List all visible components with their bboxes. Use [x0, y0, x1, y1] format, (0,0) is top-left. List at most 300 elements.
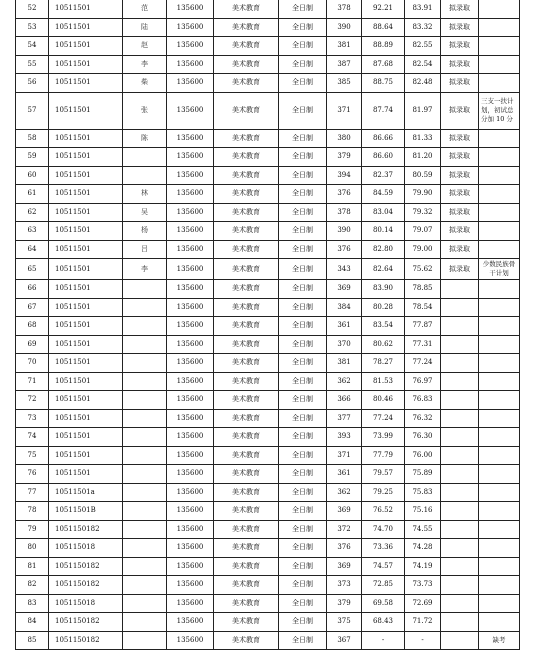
retest-score-cell: 74.70	[361, 521, 404, 539]
total-score-cell: 82.55	[404, 37, 440, 55]
row-number-cell: 52	[15, 0, 48, 18]
study-mode-cell: 全日制	[278, 613, 326, 631]
initial-score-cell: 393	[326, 428, 361, 446]
candidate-name-cell	[122, 484, 166, 502]
remark-cell	[478, 37, 520, 55]
candidate-id-cell: 105115018	[48, 539, 122, 557]
major-name-cell: 美术教育	[213, 521, 278, 539]
retest-score-cell: 72.85	[361, 576, 404, 594]
table-row	[15, 299, 520, 318]
study-mode-cell: 全日制	[278, 373, 326, 391]
study-mode-cell: 全日制	[278, 576, 326, 594]
study-mode-cell: 全日制	[278, 222, 326, 240]
remark-cell	[478, 428, 520, 446]
admission-status-cell: 拟录取	[440, 56, 478, 74]
admission-status-cell: 拟录取	[440, 93, 478, 129]
row-number-cell: 73	[15, 410, 48, 428]
admission-status-cell	[440, 558, 478, 576]
table-row	[15, 484, 520, 503]
candidate-id-cell: 10511501	[48, 130, 122, 148]
row-number-cell: 83	[15, 595, 48, 613]
table-row	[15, 56, 520, 75]
candidate-name-cell: 杨	[122, 222, 166, 240]
remark-cell: 三支一扶计划，初试总分加 10 分	[478, 93, 520, 129]
major-name-cell: 美术教育	[213, 558, 278, 576]
total-score-cell: 77.87	[404, 317, 440, 335]
total-score-cell: 83.91	[404, 0, 440, 18]
candidate-name-cell	[122, 354, 166, 372]
major-code-cell: 135600	[166, 410, 213, 428]
initial-score-cell: 370	[326, 336, 361, 354]
retest-score-cell: 74.57	[361, 558, 404, 576]
major-name-cell: 美术教育	[213, 539, 278, 557]
admission-status-cell: 拟录取	[440, 241, 478, 259]
study-mode-cell: 全日制	[278, 632, 326, 650]
study-mode-cell: 全日制	[278, 336, 326, 354]
major-code-cell: 135600	[166, 167, 213, 185]
study-mode-cell: 全日制	[278, 130, 326, 148]
remark-cell	[478, 373, 520, 391]
total-score-cell: 75.83	[404, 484, 440, 502]
admission-status-cell	[440, 299, 478, 317]
retest-score-cell: 77.79	[361, 447, 404, 465]
major-name-cell: 美术教育	[213, 0, 278, 18]
row-number-cell: 71	[15, 373, 48, 391]
remark-cell	[478, 354, 520, 372]
major-code-cell: 135600	[166, 204, 213, 222]
remark-cell	[478, 558, 520, 576]
candidate-id-cell: 1051150182	[48, 613, 122, 631]
major-code-cell: 135600	[166, 539, 213, 557]
remark-cell	[478, 185, 520, 203]
remark-cell	[478, 595, 520, 613]
initial-score-cell: 376	[326, 539, 361, 557]
candidate-name-cell: 李	[122, 259, 166, 279]
candidate-id-cell: 10511501	[48, 185, 122, 203]
table-row	[15, 632, 520, 650]
major-code-cell: 135600	[166, 502, 213, 520]
row-number-cell: 77	[15, 484, 48, 502]
remark-cell	[478, 56, 520, 74]
major-code-cell: 135600	[166, 56, 213, 74]
table-row	[15, 613, 520, 632]
table-row	[15, 37, 520, 56]
candidate-id-cell: 10511501	[48, 428, 122, 446]
major-name-cell: 美术教育	[213, 204, 278, 222]
initial-score-cell: 387	[326, 56, 361, 74]
total-score-cell: 75.16	[404, 502, 440, 520]
candidate-id-cell: 10511501	[48, 465, 122, 483]
candidate-id-cell: 10511501	[48, 241, 122, 259]
candidate-id-cell: 10511501	[48, 74, 122, 92]
study-mode-cell: 全日制	[278, 595, 326, 613]
retest-score-cell: 83.54	[361, 317, 404, 335]
table-row	[15, 465, 520, 484]
study-mode-cell: 全日制	[278, 37, 326, 55]
study-mode-cell: 全日制	[278, 19, 326, 37]
admission-status-cell: 拟录取	[440, 37, 478, 55]
major-code-cell: 135600	[166, 317, 213, 335]
major-code-cell: 135600	[166, 354, 213, 372]
retest-score-cell: 69.58	[361, 595, 404, 613]
major-code-cell: 135600	[166, 0, 213, 18]
admission-status-cell	[440, 391, 478, 409]
major-name-cell: 美术教育	[213, 391, 278, 409]
row-number-cell: 85	[15, 632, 48, 650]
major-code-cell: 135600	[166, 558, 213, 576]
total-score-cell: 78.85	[404, 280, 440, 298]
table-row	[15, 447, 520, 466]
candidate-id-cell: 10511501	[48, 93, 122, 129]
candidate-id-cell: 1051150182	[48, 558, 122, 576]
table-row	[15, 19, 520, 38]
candidate-id-cell: 10511501	[48, 0, 122, 18]
major-code-cell: 135600	[166, 241, 213, 259]
remark-cell	[478, 613, 520, 631]
row-number-cell: 60	[15, 167, 48, 185]
row-number-cell: 58	[15, 130, 48, 148]
major-code-cell: 135600	[166, 391, 213, 409]
candidate-id-cell: 10511501	[48, 19, 122, 37]
major-name-cell: 美术教育	[213, 613, 278, 631]
remark-cell	[478, 280, 520, 298]
study-mode-cell: 全日制	[278, 428, 326, 446]
retest-score-cell: 79.57	[361, 465, 404, 483]
major-code-cell: 135600	[166, 373, 213, 391]
row-number-cell: 64	[15, 241, 48, 259]
candidate-name-cell	[122, 502, 166, 520]
initial-score-cell: 381	[326, 354, 361, 372]
candidate-id-cell: 10511501	[48, 204, 122, 222]
major-name-cell: 美术教育	[213, 19, 278, 37]
row-number-cell: 62	[15, 204, 48, 222]
total-score-cell: 82.54	[404, 56, 440, 74]
remark-cell	[478, 484, 520, 502]
candidate-name-cell: 张	[122, 93, 166, 129]
retest-score-cell: 76.52	[361, 502, 404, 520]
initial-score-cell: 376	[326, 241, 361, 259]
study-mode-cell: 全日制	[278, 299, 326, 317]
row-number-cell: 80	[15, 539, 48, 557]
retest-score-cell: 86.66	[361, 130, 404, 148]
major-name-cell: 美术教育	[213, 484, 278, 502]
admission-status-cell: 拟录取	[440, 0, 478, 18]
candidate-id-cell: 10511501	[48, 167, 122, 185]
admission-status-cell	[440, 632, 478, 650]
row-number-cell: 84	[15, 613, 48, 631]
candidate-name-cell	[122, 280, 166, 298]
major-code-cell: 135600	[166, 93, 213, 129]
table-row	[15, 317, 520, 336]
candidate-id-cell: 1051150182	[48, 521, 122, 539]
admission-status-cell: 拟录取	[440, 259, 478, 279]
row-number-cell: 54	[15, 37, 48, 55]
study-mode-cell: 全日制	[278, 410, 326, 428]
candidate-id-cell: 10511501	[48, 373, 122, 391]
candidate-name-cell	[122, 391, 166, 409]
major-name-cell: 美术教育	[213, 185, 278, 203]
remark-cell	[478, 576, 520, 594]
candidate-name-cell	[122, 613, 166, 631]
major-name-cell: 美术教育	[213, 447, 278, 465]
major-code-cell: 135600	[166, 259, 213, 279]
remark-cell	[478, 222, 520, 240]
initial-score-cell: 378	[326, 204, 361, 222]
remark-cell	[478, 317, 520, 335]
admission-status-cell	[440, 410, 478, 428]
candidate-id-cell: 10511501B	[48, 502, 122, 520]
initial-score-cell: 379	[326, 595, 361, 613]
remark-cell	[478, 299, 520, 317]
major-code-cell: 135600	[166, 148, 213, 166]
study-mode-cell: 全日制	[278, 93, 326, 129]
candidate-name-cell: 吴	[122, 204, 166, 222]
admission-status-cell: 拟录取	[440, 167, 478, 185]
remark-cell	[478, 241, 520, 259]
study-mode-cell: 全日制	[278, 447, 326, 465]
major-name-cell: 美术教育	[213, 280, 278, 298]
row-number-cell: 65	[15, 259, 48, 279]
total-score-cell: 83.32	[404, 19, 440, 37]
initial-score-cell: 362	[326, 484, 361, 502]
candidate-name-cell	[122, 410, 166, 428]
total-score-cell: 82.48	[404, 74, 440, 92]
major-name-cell: 美术教育	[213, 93, 278, 129]
major-code-cell: 135600	[166, 130, 213, 148]
retest-score-cell: 81.53	[361, 373, 404, 391]
candidate-id-cell: 10511501	[48, 148, 122, 166]
major-code-cell: 135600	[166, 74, 213, 92]
table-row	[15, 204, 520, 223]
total-score-cell: 72.69	[404, 595, 440, 613]
study-mode-cell: 全日制	[278, 391, 326, 409]
total-score-cell: 79.32	[404, 204, 440, 222]
study-mode-cell: 全日制	[278, 148, 326, 166]
retest-score-cell: 80.62	[361, 336, 404, 354]
admission-status-cell	[440, 317, 478, 335]
candidate-name-cell	[122, 539, 166, 557]
retest-score-cell: 79.25	[361, 484, 404, 502]
row-number-cell: 69	[15, 336, 48, 354]
remark-cell	[478, 502, 520, 520]
total-score-cell: 79.00	[404, 241, 440, 259]
admission-table	[15, 0, 520, 650]
candidate-name-cell	[122, 428, 166, 446]
major-code-cell: 135600	[166, 336, 213, 354]
major-name-cell: 美术教育	[213, 130, 278, 148]
row-number-cell: 63	[15, 222, 48, 240]
major-name-cell: 美术教育	[213, 299, 278, 317]
candidate-name-cell	[122, 558, 166, 576]
remark-cell	[478, 204, 520, 222]
candidate-name-cell: 陈	[122, 130, 166, 148]
table-row	[15, 130, 520, 149]
row-number-cell: 66	[15, 280, 48, 298]
candidate-id-cell: 1051150182	[48, 576, 122, 594]
row-number-cell: 81	[15, 558, 48, 576]
remark-cell	[478, 391, 520, 409]
admission-status-cell	[440, 373, 478, 391]
candidate-name-cell	[122, 373, 166, 391]
candidate-id-cell: 10511501	[48, 354, 122, 372]
admission-status-cell: 拟录取	[440, 204, 478, 222]
table-row	[15, 576, 520, 595]
remark-cell	[478, 521, 520, 539]
admission-status-cell	[440, 576, 478, 594]
retest-score-cell: 82.64	[361, 259, 404, 279]
initial-score-cell: 367	[326, 632, 361, 650]
major-name-cell: 美术教育	[213, 632, 278, 650]
candidate-id-cell: 10511501	[48, 336, 122, 354]
admission-status-cell	[440, 428, 478, 446]
initial-score-cell: 380	[326, 130, 361, 148]
admission-status-cell	[440, 502, 478, 520]
candidate-name-cell	[122, 148, 166, 166]
table-row	[15, 521, 520, 540]
retest-score-cell: 84.59	[361, 185, 404, 203]
retest-score-cell: 88.89	[361, 37, 404, 55]
total-score-cell: 76.97	[404, 373, 440, 391]
major-code-cell: 135600	[166, 632, 213, 650]
row-number-cell: 68	[15, 317, 48, 335]
study-mode-cell: 全日制	[278, 484, 326, 502]
initial-score-cell: 390	[326, 222, 361, 240]
row-number-cell: 82	[15, 576, 48, 594]
row-number-cell: 79	[15, 521, 48, 539]
study-mode-cell: 全日制	[278, 204, 326, 222]
initial-score-cell: 394	[326, 167, 361, 185]
remark-cell	[478, 0, 520, 18]
table-row	[15, 241, 520, 260]
candidate-id-cell: 10511501	[48, 299, 122, 317]
retest-score-cell: 77.24	[361, 410, 404, 428]
candidate-id-cell: 10511501	[48, 56, 122, 74]
total-score-cell: 75.89	[404, 465, 440, 483]
initial-score-cell: 379	[326, 148, 361, 166]
major-name-cell: 美术教育	[213, 576, 278, 594]
retest-score-cell: 82.37	[361, 167, 404, 185]
candidate-id-cell: 10511501	[48, 259, 122, 279]
table-row	[15, 502, 520, 521]
row-number-cell: 59	[15, 148, 48, 166]
major-code-cell: 135600	[166, 613, 213, 631]
row-number-cell: 76	[15, 465, 48, 483]
row-number-cell: 67	[15, 299, 48, 317]
candidate-name-cell	[122, 521, 166, 539]
admission-status-cell: 拟录取	[440, 19, 478, 37]
retest-score-cell: 73.36	[361, 539, 404, 557]
major-name-cell: 美术教育	[213, 428, 278, 446]
major-code-cell: 135600	[166, 19, 213, 37]
retest-score-cell: 92.21	[361, 0, 404, 18]
initial-score-cell: 376	[326, 185, 361, 203]
total-score-cell: 81.33	[404, 130, 440, 148]
candidate-name-cell: 柴	[122, 74, 166, 92]
total-score-cell: 75.62	[404, 259, 440, 279]
major-code-cell: 135600	[166, 37, 213, 55]
retest-score-cell: 88.64	[361, 19, 404, 37]
admission-status-cell: 拟录取	[440, 130, 478, 148]
remark-cell	[478, 74, 520, 92]
table-row	[15, 185, 520, 204]
retest-score-cell: 83.04	[361, 204, 404, 222]
major-name-cell: 美术教育	[213, 37, 278, 55]
major-name-cell: 美术教育	[213, 241, 278, 259]
candidate-name-cell	[122, 447, 166, 465]
study-mode-cell: 全日制	[278, 280, 326, 298]
remark-cell	[478, 167, 520, 185]
total-score-cell: 79.90	[404, 185, 440, 203]
major-code-cell: 135600	[166, 447, 213, 465]
major-name-cell: 美术教育	[213, 74, 278, 92]
retest-score-cell: 73.99	[361, 428, 404, 446]
candidate-name-cell: 范	[122, 0, 166, 18]
total-score-cell: 71.72	[404, 613, 440, 631]
candidate-name-cell: 吕	[122, 241, 166, 259]
candidate-name-cell: 赵	[122, 37, 166, 55]
candidate-name-cell	[122, 576, 166, 594]
candidate-id-cell: 1051150182	[48, 632, 122, 650]
table-row	[15, 280, 520, 299]
initial-score-cell: 371	[326, 447, 361, 465]
total-score-cell: 74.28	[404, 539, 440, 557]
total-score-cell: 74.55	[404, 521, 440, 539]
candidate-id-cell: 10511501	[48, 222, 122, 240]
table-row	[15, 558, 520, 577]
candidate-name-cell: 林	[122, 185, 166, 203]
study-mode-cell: 全日制	[278, 521, 326, 539]
study-mode-cell: 全日制	[278, 259, 326, 279]
initial-score-cell: 384	[326, 299, 361, 317]
major-code-cell: 135600	[166, 576, 213, 594]
remark-cell	[478, 465, 520, 483]
candidate-id-cell: 105115018	[48, 595, 122, 613]
major-code-cell: 135600	[166, 428, 213, 446]
major-code-cell: 135600	[166, 185, 213, 203]
table-row	[15, 167, 520, 186]
initial-score-cell: 375	[326, 613, 361, 631]
study-mode-cell: 全日制	[278, 74, 326, 92]
table-row	[15, 222, 520, 241]
study-mode-cell: 全日制	[278, 354, 326, 372]
study-mode-cell: 全日制	[278, 167, 326, 185]
table-row	[15, 259, 520, 280]
initial-score-cell: 361	[326, 317, 361, 335]
admission-status-cell: 拟录取	[440, 222, 478, 240]
row-number-cell: 75	[15, 447, 48, 465]
total-score-cell: 81.97	[404, 93, 440, 129]
retest-score-cell: 86.60	[361, 148, 404, 166]
retest-score-cell: 82.80	[361, 241, 404, 259]
table-row	[15, 391, 520, 410]
table-row	[15, 0, 520, 19]
retest-score-cell: 83.90	[361, 280, 404, 298]
admission-status-cell: 拟录取	[440, 185, 478, 203]
candidate-id-cell: 10511501	[48, 447, 122, 465]
row-number-cell: 53	[15, 19, 48, 37]
major-code-cell: 135600	[166, 222, 213, 240]
row-number-cell: 55	[15, 56, 48, 74]
table-row	[15, 410, 520, 429]
row-number-cell: 72	[15, 391, 48, 409]
retest-score-cell: 80.14	[361, 222, 404, 240]
total-score-cell: 73.73	[404, 576, 440, 594]
retest-score-cell: 87.74	[361, 93, 404, 129]
row-number-cell: 57	[15, 93, 48, 129]
initial-score-cell: 369	[326, 280, 361, 298]
row-number-cell: 74	[15, 428, 48, 446]
study-mode-cell: 全日制	[278, 56, 326, 74]
